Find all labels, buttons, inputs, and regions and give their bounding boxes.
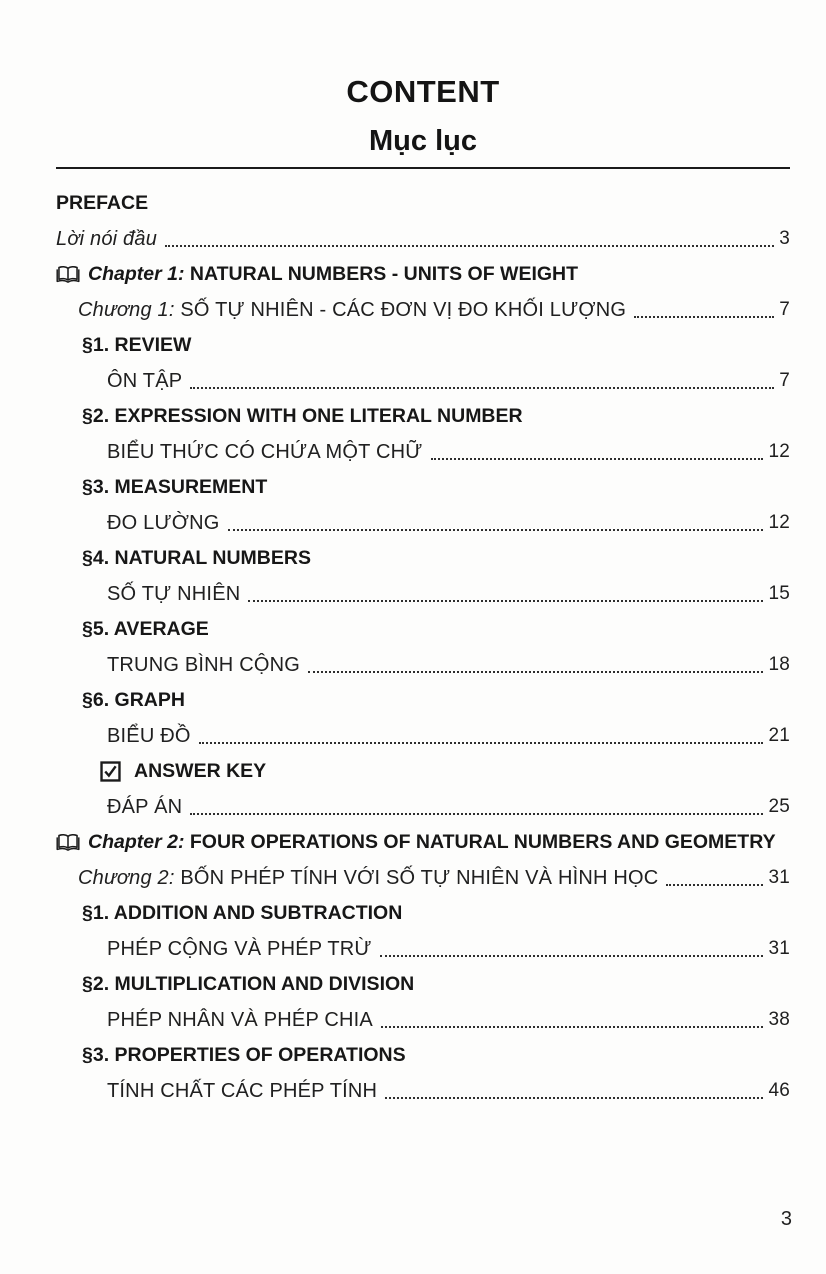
entry-title-vi: PHÉP CỘNG VÀ PHÉP TRỪ <box>107 937 372 960</box>
page-title: CONTENT <box>346 74 500 109</box>
entry-title-en: §4. NATURAL NUMBERS <box>82 547 311 570</box>
entry-page-number: 21 <box>768 725 790 747</box>
dot-leader <box>385 1097 763 1099</box>
toc-entry-answer-key <box>56 754 790 825</box>
chapter-label-vi: Chương 1: <box>78 298 181 321</box>
toc-title-en <box>56 825 790 861</box>
toc-title-en <box>56 541 790 577</box>
entry-title-vi: TRUNG BÌNH CỘNG <box>107 653 300 676</box>
table-of-contents <box>56 186 790 1109</box>
toc-title-vi <box>56 861 790 897</box>
entry-title-en: §5. AVERAGE <box>82 618 209 641</box>
entry-page-number: 7 <box>779 299 790 321</box>
toc-title-en <box>56 257 790 293</box>
chapter-label-vi: Chương 2: <box>78 866 181 889</box>
entry-title-vi: ÔN TẬP <box>107 369 183 392</box>
entry-page-number: 46 <box>768 1080 790 1102</box>
entry-page-number: 31 <box>768 867 790 889</box>
page-title-vietnamese: Mục lục <box>369 125 477 157</box>
toc-title-en <box>56 896 790 932</box>
toc-title-en <box>56 754 790 790</box>
entry-title-vi: SỐ TỰ NHIÊN <box>107 582 241 605</box>
entry-page-number: 15 <box>768 583 790 605</box>
toc-title-en <box>56 683 790 719</box>
dot-leader <box>380 955 764 957</box>
dot-leader <box>634 316 774 318</box>
entry-title-vi: BIỂU ĐỒ <box>107 724 191 747</box>
toc-entry-preface <box>56 186 790 257</box>
dot-leader <box>431 458 764 460</box>
entry-title-vi: ĐO LƯỜNG <box>107 511 220 534</box>
entry-page-number: 18 <box>768 654 790 676</box>
checked-checkbox-icon <box>100 761 121 782</box>
entry-title-en: §1. ADDITION AND SUBTRACTION <box>82 902 403 925</box>
toc-title-en <box>56 328 790 364</box>
entry-title-vi: ĐÁP ÁN <box>107 795 183 818</box>
entry-title-vi: SỐ TỰ NHIÊN - CÁC ĐƠN VỊ ĐO KHỐI LƯỢNG <box>180 298 627 321</box>
chapter-label-en: Chapter 2: <box>88 831 190 854</box>
toc-title-vi <box>56 648 790 684</box>
toc-title-vi <box>56 293 790 329</box>
toc-title-en <box>56 1038 790 1074</box>
dot-leader <box>165 245 774 247</box>
chapter-label-en: Chapter 1: <box>88 263 190 286</box>
dot-leader <box>666 884 763 886</box>
toc-entry-section <box>56 683 790 754</box>
entry-title-vi: Lời nói đầu <box>56 227 158 250</box>
title-divider <box>56 167 790 169</box>
toc-title-vi <box>56 790 790 826</box>
toc-entry-section <box>56 967 790 1038</box>
entry-page-number: 3 <box>779 228 790 250</box>
dot-leader <box>190 387 774 389</box>
toc-entry-section <box>56 470 790 541</box>
toc-entry-section <box>56 399 790 470</box>
page-content <box>56 74 790 1109</box>
toc-title-vi <box>56 506 790 542</box>
toc-title-vi <box>56 577 790 613</box>
entry-title-vi: BIỂU THỨC CÓ CHỨA MỘT CHỮ <box>107 440 423 463</box>
toc-title-en <box>56 612 790 648</box>
entry-page-number: 12 <box>768 441 790 463</box>
toc-entry-chapter <box>56 825 790 896</box>
toc-title-en <box>56 470 790 506</box>
dot-leader <box>308 671 763 673</box>
entry-page-number: 25 <box>768 796 790 818</box>
entry-title-vi: TÍNH CHẤT CÁC PHÉP TÍNH <box>107 1079 378 1102</box>
toc-title-en <box>56 186 790 222</box>
open-book-icon <box>56 833 80 852</box>
toc-entry-section <box>56 328 790 399</box>
dot-leader <box>199 742 764 744</box>
entry-title-en: §1. REVIEW <box>82 334 192 357</box>
dot-leader <box>228 529 764 531</box>
toc-title-vi <box>56 1074 790 1110</box>
toc-title-en <box>56 399 790 435</box>
toc-entry-section <box>56 1038 790 1109</box>
dot-leader <box>190 813 763 815</box>
entry-title-en: §2. MULTIPLICATION AND DIVISION <box>82 973 415 996</box>
toc-title-vi <box>56 932 790 968</box>
entry-title-en: §6. GRAPH <box>82 689 185 712</box>
book-toc-page <box>0 74 826 1274</box>
entry-page-number: 38 <box>768 1009 790 1031</box>
entry-page-number: 12 <box>768 512 790 534</box>
dot-leader <box>248 600 763 602</box>
toc-title-vi <box>56 222 790 258</box>
dot-leader <box>381 1026 763 1028</box>
toc-title-en <box>56 967 790 1003</box>
entry-title-en: FOUR OPERATIONS OF NATURAL NUMBERS AND GEOMETRY <box>189 831 776 854</box>
toc-title-vi <box>56 719 790 755</box>
toc-entry-section <box>56 896 790 967</box>
toc-title-vi <box>56 364 790 400</box>
entry-page-number: 7 <box>779 370 790 392</box>
toc-entry-section <box>56 612 790 683</box>
entry-title-en: PREFACE <box>56 192 149 215</box>
toc-title-vi <box>56 435 790 471</box>
entry-title-en: §2. EXPRESSION WITH ONE LITERAL NUMBER <box>82 405 523 428</box>
toc-entry-chapter <box>56 257 790 328</box>
entry-page-number: 31 <box>768 938 790 960</box>
page-number: 3 <box>780 1208 792 1230</box>
entry-title-en: §3. MEASUREMENT <box>82 476 268 499</box>
entry-title-en: NATURAL NUMBERS - UNITS OF WEIGHT <box>189 263 579 286</box>
open-book-icon <box>56 265 80 284</box>
toc-title-vi <box>56 1003 790 1039</box>
entry-title-en: §3. PROPERTIES OF OPERATIONS <box>82 1044 406 1067</box>
toc-entry-section <box>56 541 790 612</box>
entry-title-vi: PHÉP NHÂN VÀ PHÉP CHIA <box>107 1008 373 1031</box>
entry-title-en: ANSWER KEY <box>134 760 267 783</box>
entry-title-vi: BỐN PHÉP TÍNH VỚI SỐ TỰ NHIÊN VÀ HÌNH HỌC <box>180 866 659 889</box>
